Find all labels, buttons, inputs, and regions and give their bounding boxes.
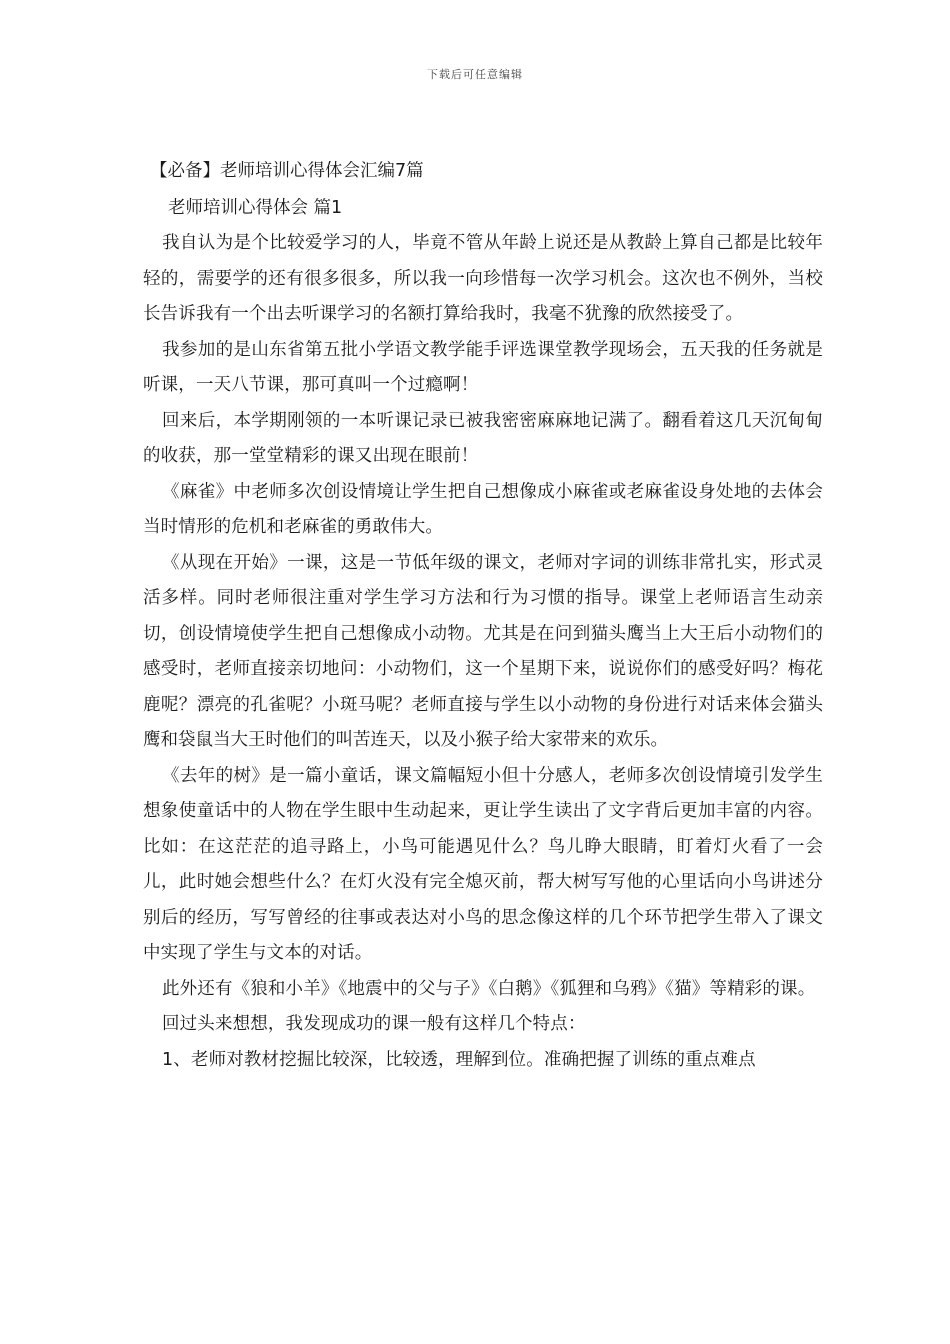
document-title: 【必备】老师培训心得体会汇编7篇: [150, 161, 424, 181]
paragraph: 回过头来想想，我发现成功的课一般有这样几个特点：: [162, 1014, 586, 1034]
header-note: 下载后可任意编辑: [427, 68, 523, 81]
paragraph: 1、老师对教材挖掘比较深，比较透，理解到位。准确把握了训练的重点难点: [162, 1049, 756, 1070]
paragraph: 我参加的是山东省第五批小学语文教学能手评选课堂教学现场会，五天我的任务就是听课，一天八节课，那可真叫一个过瘾啊！: [143, 339, 823, 395]
paragraph: 我自认为是个比较爱学习的人，毕竟不管从年龄上说还是从教龄上算自己都是比较年轻的，需要学的还有很多很多，所以我一向珍惜每一次学习机会。这次也不例外，当校长告诉我有一个出去听课学习的名额打算给我时，我毫不犹豫的欣然接受了。: [143, 233, 823, 324]
paragraph: 《从现在开始》一课，这是一节低年级的课文，老师对字词的训练非常扎实，形式灵活多样。同时老师很注重对学生学习方法和行为习惯的指导。课堂上老师语言生动亲切，创设情境使学生把自己想像成小动物。尤其是在问到猫头鹰当上大王后小动物们的感受时，老师直接亲切地问：小动物们，这一个星期下来，说说你们的感受好吗？梅花鹿呢？漂亮的孔雀呢？小斑马呢？老师直接与学生以小动物的身份进行对话来体会猫头鹰和袋鼠当大王时他们的叫苦连天，以及小猴子给大家带来的欢乐。: [143, 552, 823, 750]
paragraph: 《去年的树》是一篇小童话，课文篇幅短小但十分感人，老师多次创设情境引发学生想象使童话中的人物在学生眼中生动起来，更让学生读出了文字背后更加丰富的内容。比如：在这茫茫的追寻路上，小鸟可能遇见什么？鸟儿睁大眼睛，盯着灯火看了一会儿，此时她会想些什么？在灯火没有完全熄灭前，帮大树写写他的心里话向小鸟讲述分别后的经历，写写曾经的往事或表达对小鸟的思念像这样的几个环节把学生带入了课文中实现了学生与文本的对话。: [143, 765, 823, 963]
paragraph: 回来后，本学期刚领的一本听课记录已被我密密麻麻地记满了。翻看着这几天沉甸甸的收获，那一堂堂精彩的课又出现在眼前！: [143, 410, 823, 466]
document-body: [143, 226, 823, 1078]
document-subtitle: 老师培训心得体会 篇1: [168, 198, 343, 218]
paragraph: 此外还有《狼和小羊》《地震中的父与子》《白鹅》《狐狸和乌鸦》《猫》等精彩的课。: [162, 978, 816, 999]
paragraph: 《麻雀》中老师多次创设情境让学生把自己想像成小麻雀或老麻雀设身处地的去体会当时情形的危机和老麻雀的勇敢伟大。: [143, 481, 823, 537]
